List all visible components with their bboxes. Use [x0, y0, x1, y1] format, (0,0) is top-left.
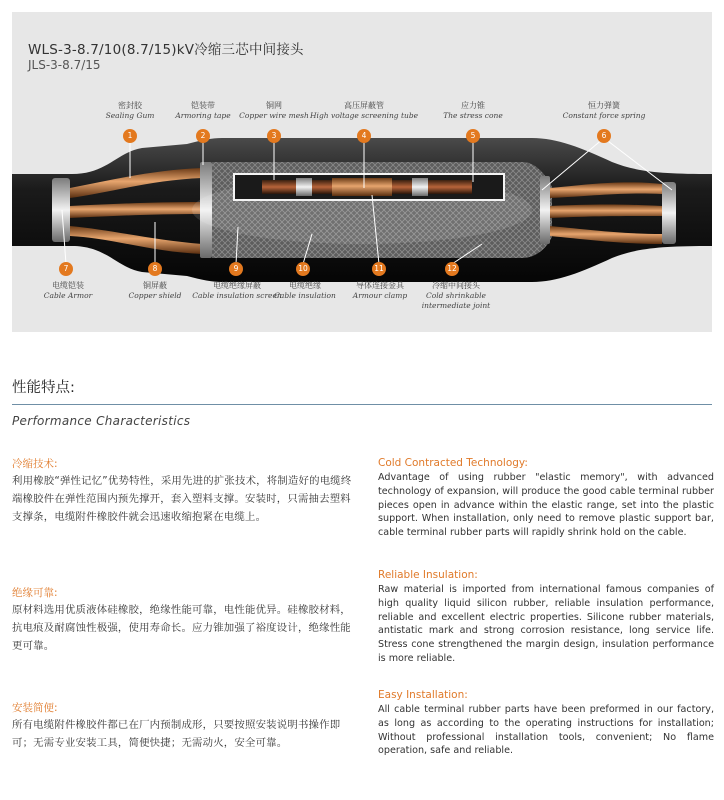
marker-6: 6 [597, 129, 611, 143]
installation-title-en: Easy Installation: [378, 689, 468, 701]
insulation-body-en: Raw material is imported from international famous companies of high quality liquid silicon rubber, reliable insulation performance, reliable and excellent electric properties. Silicone rubber materials, antistatic mark and strong corrosion resistance, long service life. Stress cone strengthened the margin design, insulation performance is more reliable. [378, 584, 714, 664]
cable-armor-band [52, 178, 70, 242]
installation-body-zh: 所有电缆附件橡胶件都已在厂内预制成形，只要按照安装说明书操作即可；无需专业安装工具，简便快捷；无需动火，安全可靠。 [12, 719, 341, 749]
marker-10: 10 [296, 262, 310, 276]
insulation-title-zh: 绝缘可靠: [12, 587, 58, 599]
label-copper-wire-mesh: 铜网 Copper wire mesh [239, 101, 309, 120]
installation-body-en: All cable terminal rubber parts have been preformed in our factory, as long as according to the operating instructions for installation; Without professional installation tools, convenient; No flame operation, safe and reliable. [378, 704, 714, 757]
label-constant-force-spring: 恒力弹簧 Constant force spring [562, 101, 646, 120]
label-hv-screening-tube: 高压屏蔽管 High voltage screening tube [310, 101, 419, 120]
label-cable-insulation: 电缆绝缘 Cable insulation [274, 281, 336, 300]
label-stress-cone: 应力锥 The stress cone [443, 101, 503, 120]
performance-heading-en: Performance Characteristics [12, 414, 191, 428]
label-armoring-tape: 铠装带 Armoring tape [175, 101, 231, 120]
label-armour-clamp: 导体连接金具 Armour clamp [352, 281, 408, 300]
marker-11: 11 [372, 262, 386, 276]
label-cold-shrinkable-joint: 冷缩中间接头 Cold shrinkable intermediate joint [421, 281, 491, 310]
insulation-title-en: Reliable Insulation: [378, 569, 478, 581]
label-sealing-gum: 密封胶 Sealing Gum [105, 101, 155, 120]
marker-1: 1 [123, 129, 137, 143]
cold-shrink-title-en: Cold Contracted Technology: [378, 457, 528, 469]
marker-5: 5 [466, 129, 480, 143]
marker-12: 12 [445, 262, 459, 276]
label-copper-shield: 铜屏蔽 Copper shield [128, 281, 182, 300]
cold-shrink-title-zh: 冷缩技术: [12, 458, 58, 470]
marker-2: 2 [196, 129, 210, 143]
installation-title-zh: 安装简便: [12, 702, 58, 714]
armour-clamp [332, 178, 392, 196]
performance-heading-zh: 性能特点: [12, 380, 75, 396]
cold-shrink-body-zh: 利用橡胶“弹性记忆”优势特性，采用先进的扩张技术，将制造好的电缆终端橡胶件在弹性范围内预先撑开，套入塑料支撑。安装时，只需抽去塑料支撑条，电缆附件橡胶件就会迅速收缩抱紧在电缆上。 [12, 475, 352, 523]
label-cable-armor: 电缆铠装 Cable Armor [43, 281, 93, 300]
marker-9: 9 [229, 262, 243, 276]
marker-3: 3 [267, 129, 281, 143]
marker-4: 4 [357, 129, 371, 143]
diagram-subtitle: JLS-3-8.7/15 [28, 58, 101, 72]
label-cable-insulation-screen: 电缆绝缘屏蔽 Cable insulation screen [192, 281, 282, 300]
marker-8: 8 [148, 262, 162, 276]
section-divider [12, 404, 712, 405]
insulation-body-zh: 原材料选用优质液体硅橡胶，绝缘性能可靠，电性能优异。硅橡胶材料，抗电痕及耐腐蚀性极强，使用寿命长。应力锥加强了裕度设计，绝缘性能更可靠。 [12, 604, 351, 652]
marker-7: 7 [59, 262, 73, 276]
diagram-title: WLS-3-8.7/10(8.7/15)kV冷缩三芯中间接头 [28, 42, 304, 58]
cold-shrink-body-en: Advantage of using rubber "elastic memory", with advanced technology of expansion, will produce the good cable terminal rubber pieces open in advance within the elastic range, set into the plastic support. When installation, only need to remove plastic support bar, cable terminal rubber parts will rapidly shrink hold on the cable. [378, 472, 714, 539]
product-diagram [12, 12, 712, 332]
right-copper-cores [550, 182, 662, 244]
